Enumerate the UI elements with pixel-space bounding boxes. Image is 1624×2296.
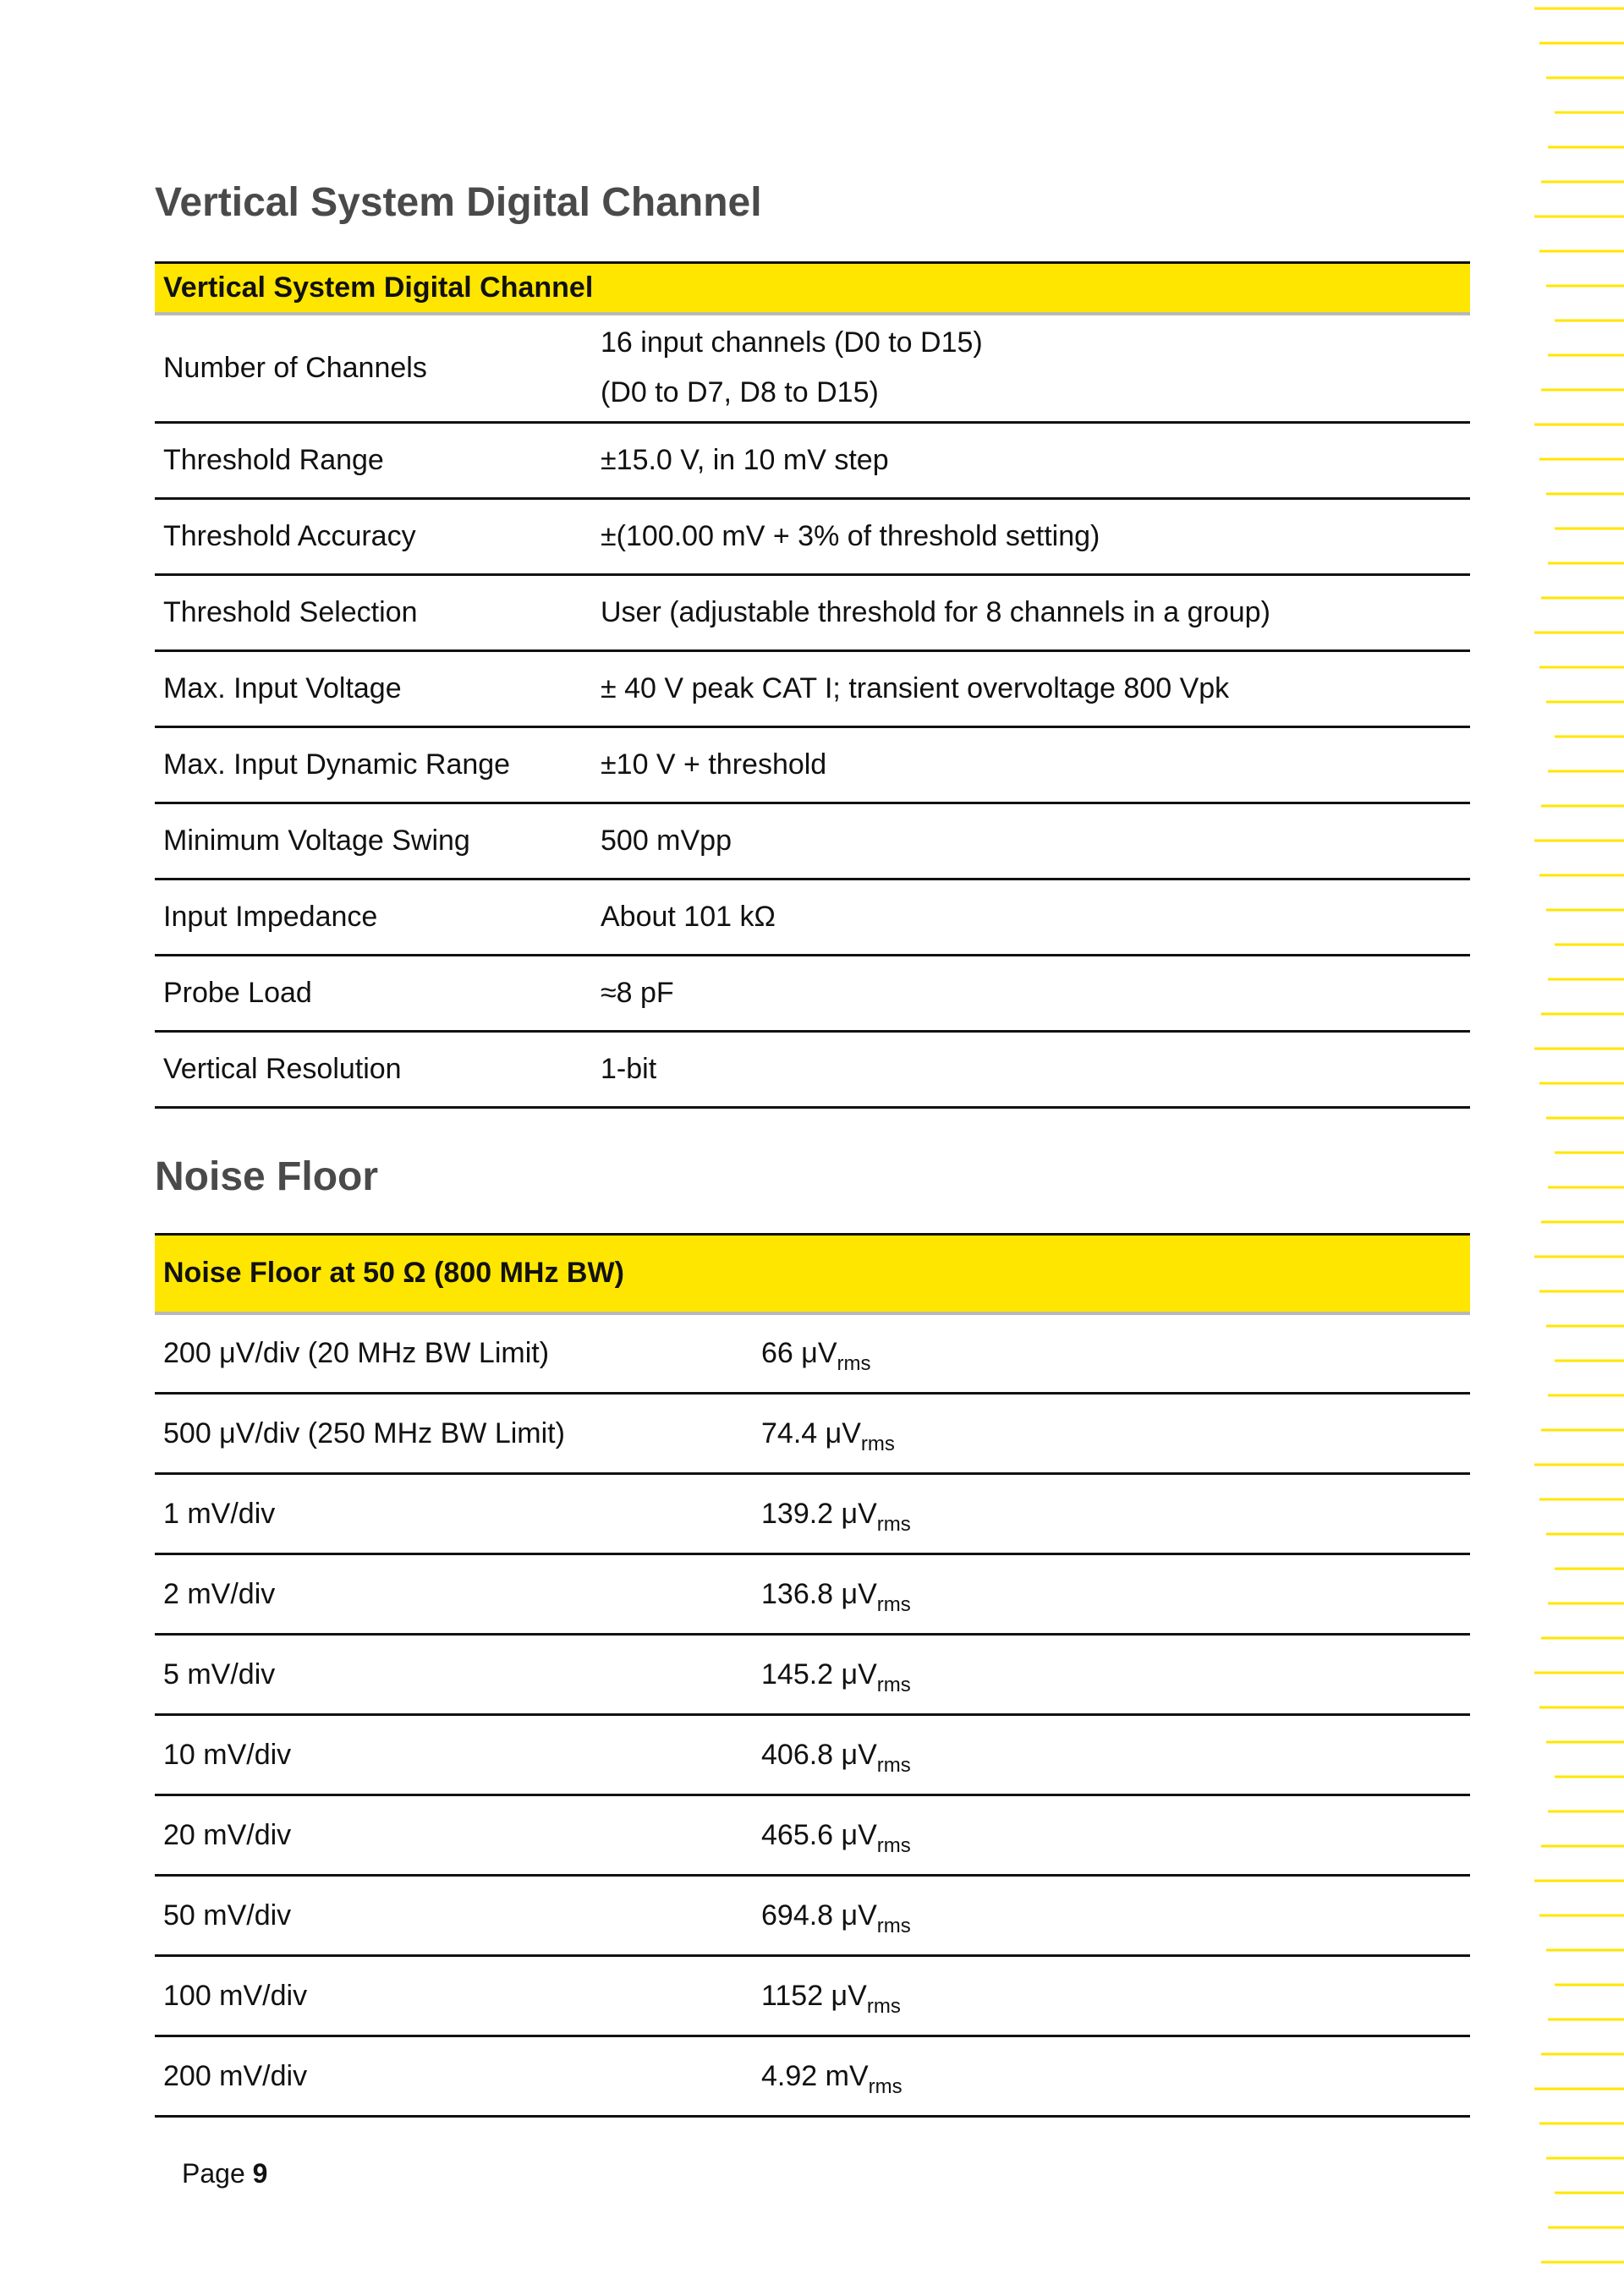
row-value: ± 40 V peak CAT I; transient overvoltage 800 Vpk (592, 651, 1470, 727)
value-text: 465.6 μV (761, 1818, 877, 1851)
value-subscript: rms (876, 1833, 911, 1857)
row-value: ±(100.00 mV + 3% of threshold setting) (592, 499, 1470, 575)
row-label: Vertical Resolution (155, 1032, 592, 1108)
table-row (155, 1554, 1470, 1635)
row-label: 500 μV/div (250 MHz BW Limit) (155, 1394, 753, 1474)
table-header-row (155, 1235, 1470, 1313)
row-label: Probe Load (155, 956, 592, 1032)
value-subscript: rms (876, 1914, 911, 1937)
table-row (155, 1795, 1470, 1876)
value-text: 1152 μV (761, 1979, 867, 2012)
page-label: Page (182, 2158, 245, 2189)
table-row (155, 314, 1470, 423)
table-row (155, 1313, 1470, 1394)
table-header-row (155, 263, 1470, 314)
row-label: 200 μV/div (20 MHz BW Limit) (155, 1313, 753, 1394)
row-label: Input Impedance (155, 879, 592, 956)
row-label: 20 mV/div (155, 1795, 753, 1876)
value-text: 406.8 μV (761, 1738, 877, 1771)
row-value: ±15.0 V, in 10 mV step (592, 423, 1470, 499)
row-value (753, 1635, 1470, 1715)
row-value (592, 314, 1470, 423)
row-label: 200 mV/div (155, 2036, 753, 2117)
row-value-line: (D0 to D7, D8 to D15) (601, 376, 879, 409)
row-value (753, 2036, 1470, 2117)
row-label: 5 mV/div (155, 1635, 753, 1715)
table-row (155, 1394, 1470, 1474)
table-row (155, 1876, 1470, 1956)
table-row (155, 803, 1470, 879)
value-text: 74.4 μV (761, 1417, 861, 1449)
row-value (753, 1474, 1470, 1554)
row-value (753, 1554, 1470, 1635)
page-number (182, 2158, 267, 2189)
row-value: 1-bit (592, 1032, 1470, 1108)
table-row (155, 651, 1470, 727)
row-value: ≈8 pF (592, 956, 1470, 1032)
row-label: Threshold Selection (155, 575, 592, 651)
value-subscript: rms (876, 1673, 911, 1696)
row-value: User (adjustable threshold for 8 channels in a group) (592, 575, 1470, 651)
row-value (753, 1876, 1470, 1956)
value-subscript: rms (866, 1994, 901, 2018)
table-header: Noise Floor at 50 Ω (800 MHz BW) (155, 1235, 1470, 1313)
table-row (155, 879, 1470, 956)
value-subscript: rms (837, 1351, 871, 1375)
table-row (155, 727, 1470, 803)
row-label: Minimum Voltage Swing (155, 803, 592, 879)
row-value-line: 16 input channels (D0 to D15) (601, 326, 983, 359)
value-subscript: rms (876, 1753, 911, 1777)
table-row (155, 1715, 1470, 1795)
table-row (155, 1635, 1470, 1715)
table-row (155, 1032, 1470, 1108)
row-value: ±10 V + threshold (592, 727, 1470, 803)
value-text: 145.2 μV (761, 1658, 877, 1690)
table-row (155, 2036, 1470, 2117)
table-header: Vertical System Digital Channel (155, 263, 1470, 314)
page-number-value: 9 (252, 2158, 268, 2189)
row-value (753, 1394, 1470, 1474)
value-text: 139.2 μV (761, 1497, 877, 1530)
value-text: 4.92 mV (761, 2059, 869, 2092)
noise-floor-table (155, 1233, 1470, 2118)
row-label: 50 mV/div (155, 1876, 753, 1956)
value-subscript: rms (876, 1512, 911, 1536)
row-value: About 101 kΩ (592, 879, 1470, 956)
row-label: Number of Channels (155, 314, 592, 423)
row-value (753, 1795, 1470, 1876)
section-title-noise-floor: Noise Floor (155, 1154, 379, 1199)
value-text: 136.8 μV (761, 1577, 877, 1610)
row-label: 100 mV/div (155, 1956, 753, 2036)
row-value: 500 mVpp (592, 803, 1470, 879)
row-value (753, 1715, 1470, 1795)
row-label: Max. Input Voltage (155, 651, 592, 727)
value-subscript: rms (876, 1592, 911, 1616)
table-row (155, 423, 1470, 499)
row-label: 1 mV/div (155, 1474, 753, 1554)
value-subscript: rms (868, 2074, 903, 2098)
row-label: 10 mV/div (155, 1715, 753, 1795)
table-row (155, 499, 1470, 575)
section-title-vertical-digital: Vertical System Digital Channel (155, 180, 762, 225)
value-subscript: rms (860, 1432, 895, 1455)
table-row (155, 575, 1470, 651)
value-text: 694.8 μV (761, 1899, 877, 1932)
value-text: 66 μV (761, 1336, 837, 1369)
row-label: Max. Input Dynamic Range (155, 727, 592, 803)
row-value (753, 1313, 1470, 1394)
decorative-margin-lines (1522, 0, 1624, 2296)
row-label: Threshold Accuracy (155, 499, 592, 575)
table-row (155, 1956, 1470, 2036)
table-row (155, 956, 1470, 1032)
vertical-digital-table (155, 261, 1470, 1109)
row-label: 2 mV/div (155, 1554, 753, 1635)
table-row (155, 1474, 1470, 1554)
row-label: Threshold Range (155, 423, 592, 499)
row-value (753, 1956, 1470, 2036)
